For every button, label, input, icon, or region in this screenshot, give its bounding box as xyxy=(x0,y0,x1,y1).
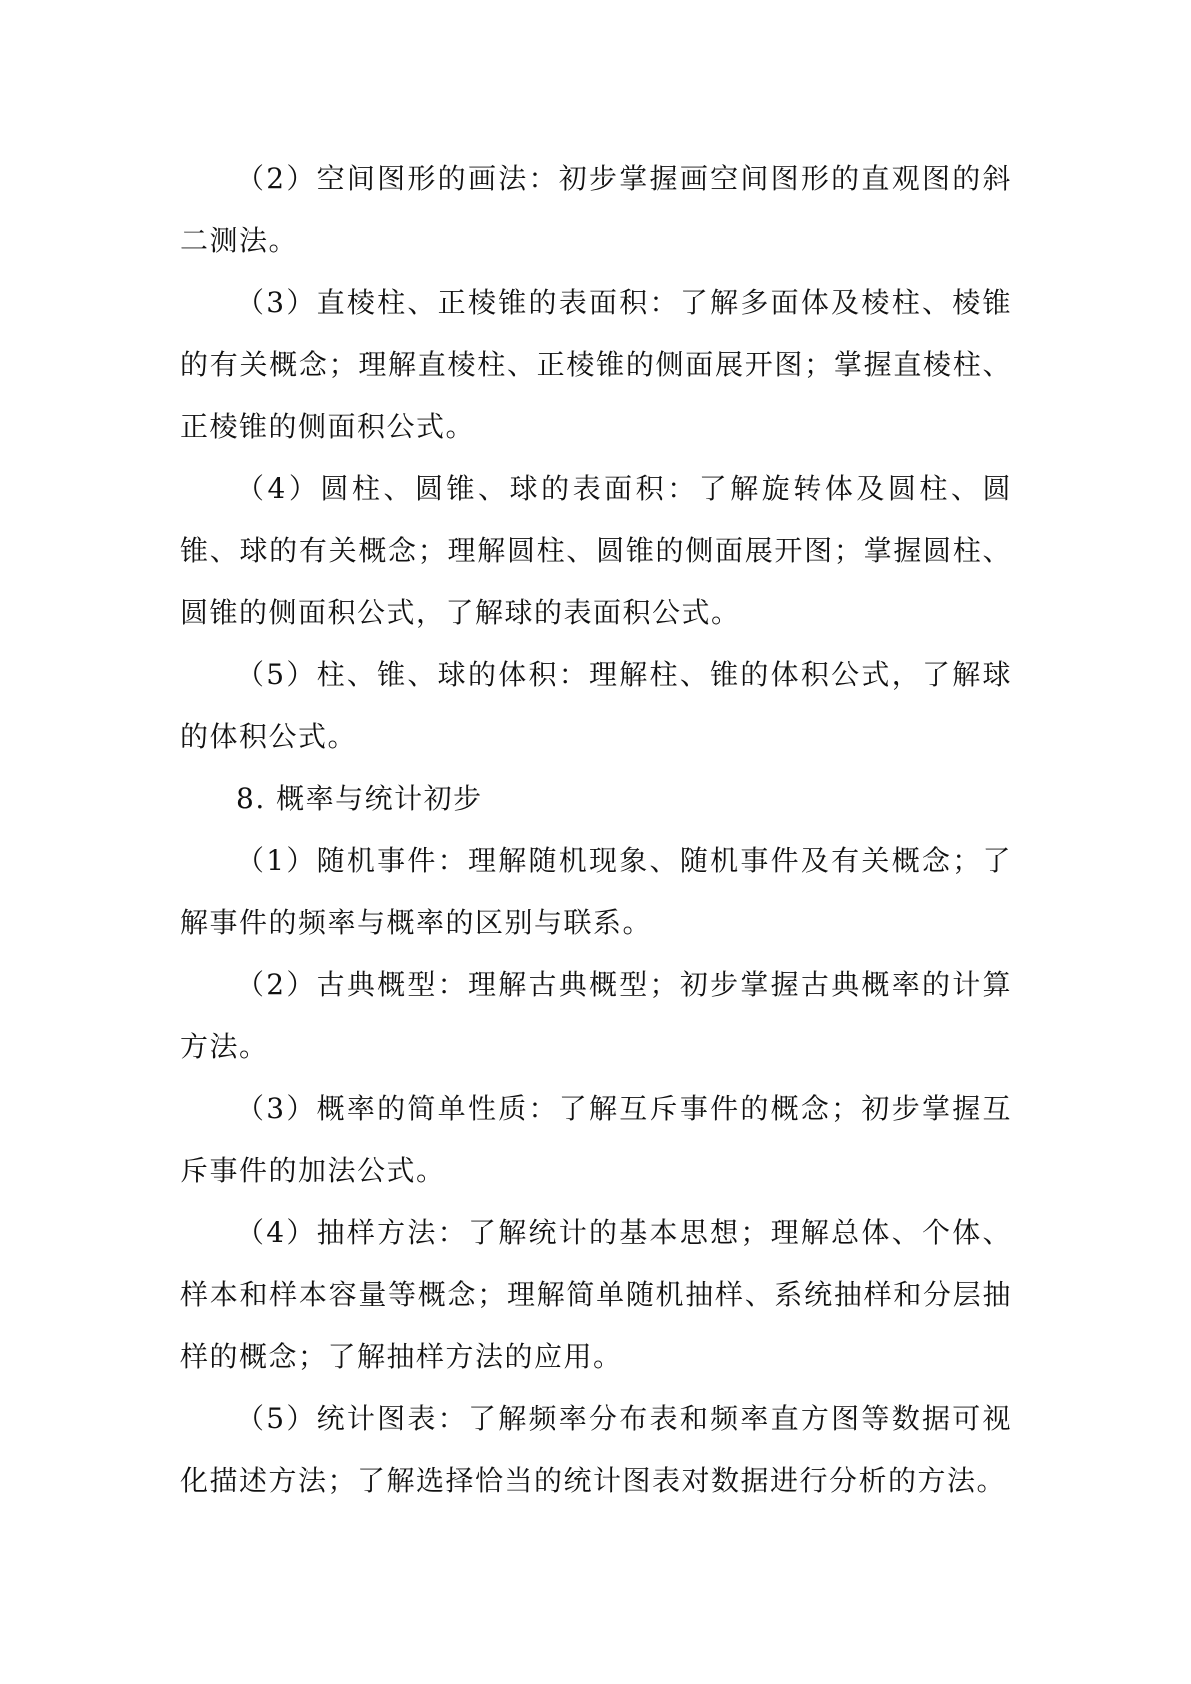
paragraph-prism-pyramid-surface: （3）直棱柱、正棱锥的表面积：了解多面体及棱柱、棱锥的有关概念；理解直棱柱、正棱锥的侧面展开图；掌握直棱柱、正棱锥的侧面积公式。 xyxy=(180,286,1012,443)
paragraph-cylinder-cone-sphere-surface: （4）圆柱、圆锥、球的表面积：了解旋转体及圆柱、圆锥、球的有关概念；理解圆柱、圆锥的侧面展开图；掌握圆柱、圆锥的侧面积公式，了解球的表面积公式。 xyxy=(180,472,1012,629)
paragraph-sampling-methods: （4）抽样方法：了解统计的基本思想；理解总体、个体、样本和样本容量等概念；理解简单随机抽样、系统抽样和分层抽样的概念；了解抽样方法的应用。 xyxy=(180,1216,1012,1373)
paragraph-geometry-drawing: （2）空间图形的画法：初步掌握画空间图形的直观图的斜二测法。 xyxy=(180,162,1012,257)
document-body xyxy=(180,148,1012,1512)
section-heading-probability-statistics: 8. 概率与统计初步 xyxy=(236,782,483,815)
paragraph-random-events: （1）随机事件：理解随机现象、随机事件及有关概念；了解事件的频率与概率的区别与联系。 xyxy=(180,844,1012,939)
paragraph-volume: （5）柱、锥、球的体积：理解柱、锥的体积公式，了解球的体积公式。 xyxy=(180,658,1012,753)
paragraph-probability-properties: （3）概率的简单性质：了解互斥事件的概念；初步掌握互斥事件的加法公式。 xyxy=(180,1092,1012,1187)
paragraph-statistical-charts: （5）统计图表：了解频率分布表和频率直方图等数据可视化描述方法；了解选择恰当的统计图表对数据进行分析的方法。 xyxy=(180,1402,1012,1497)
paragraph-classical-probability: （2）古典概型：理解古典概型；初步掌握古典概率的计算方法。 xyxy=(180,968,1012,1063)
